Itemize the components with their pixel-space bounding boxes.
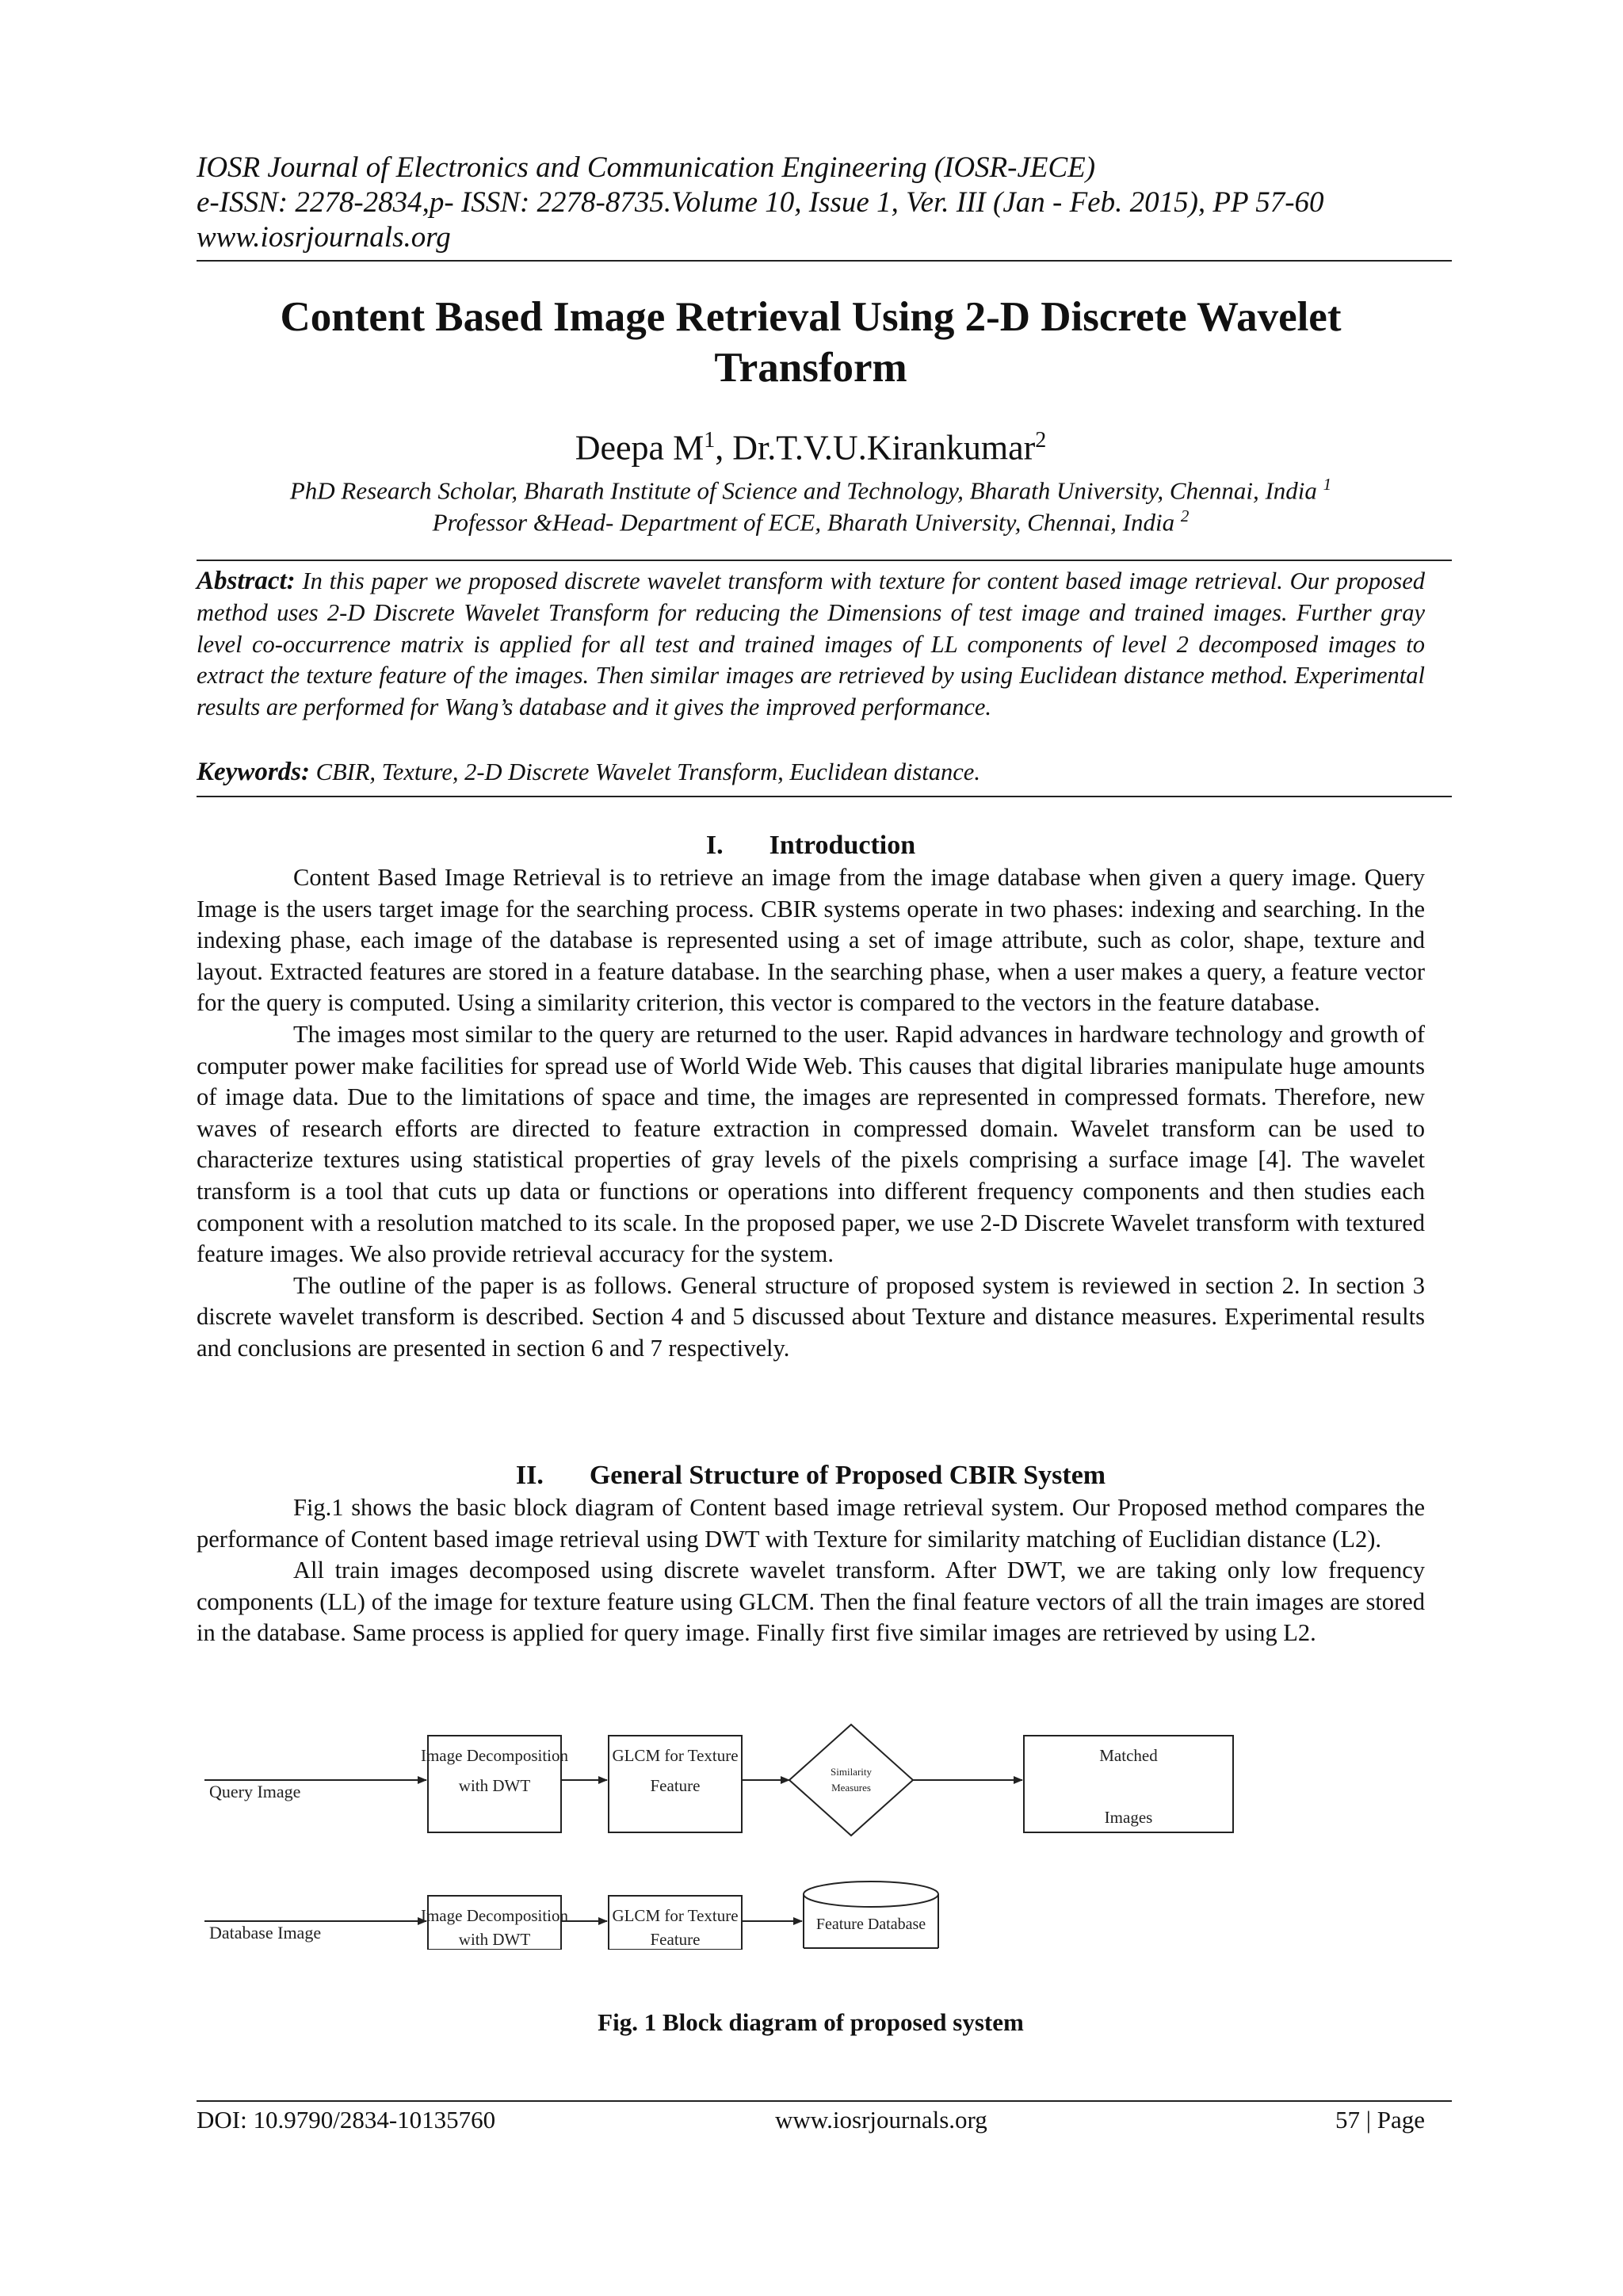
abstract	[197, 566, 1425, 724]
affiliation-2-text: Professor &Head- Department of ECE, Bharath University, Chennai, India	[432, 508, 1175, 537]
affiliation-1-text: PhD Research Scholar, Bharath Institute of Science and Technology, Bharath University, Chennai, India	[289, 476, 1317, 505]
feature-database-cylinder	[804, 1881, 938, 1948]
footer-page-number: 57 | Page	[1335, 2106, 1425, 2134]
author-list	[197, 418, 1425, 471]
journal-name: IOSR Journal of Electronics and Communication Engineering (IOSR-JECE)	[197, 151, 1096, 184]
figure-caption: Fig. 1 Block diagram of proposed system	[598, 2008, 1024, 2036]
database-decomposition-line-2: with DWT	[458, 1930, 531, 1949]
section-2-number: II.	[515, 1461, 544, 1490]
author-2: Dr.T.V.U.Kirankumar	[732, 428, 1036, 468]
query-glcm-line-1: GLCM for Texture	[612, 1746, 739, 1765]
affiliation-2	[197, 500, 1425, 538]
matched-images-line-2: Images	[1104, 1808, 1153, 1827]
section-2-title: General Structure of Proposed CBIR System	[589, 1461, 1106, 1490]
author-1: Deepa M	[575, 428, 705, 468]
query-decomposition-line-1: Image Decomposition	[420, 1746, 569, 1765]
section-1-paragraph-2: The images most similar to the query are returned to the user. Rapid advances in hardware technology and growth of computer power make facilities for spread use of World Wide Web. This causes that digital libraries manipulate huge amounts of image data. Due to the limitations of space and time, the images are represented in compressed formats. Therefore, new waves of research efforts are directed to feature extraction in compressed domain. Wavelet transform can be used to characterize textures using statistical properties of gray levels of the pixels comprising a surface image [4]. The wavelet transform is a tool that cuts up data or functions or operations into different frequency components and then studies each component with a resolution matched to its scale. In the proposed paper, we use 2-D Discrete Wavelet transform with textured feature images. We also provide retrieval accuracy for the system.	[197, 1020, 1425, 1268]
abstract-bottom-rule	[197, 796, 1452, 797]
section-1-body	[197, 862, 1425, 1365]
similarity-measures-diamond	[789, 1725, 913, 1836]
affiliation-1-mark: 1	[1323, 475, 1332, 494]
keywords	[197, 756, 1425, 788]
matched-images-line-1: Matched	[1099, 1746, 1158, 1765]
abstract-top-rule	[197, 560, 1452, 561]
block-diagram-figure	[197, 1712, 1449, 1950]
query-glcm-line-2: Feature	[650, 1776, 701, 1795]
title-line-1: Content Based Image Retrieval Using 2-D Discrete Wavelet	[280, 294, 1342, 340]
database-glcm-line-2: Feature	[650, 1930, 701, 1949]
database-decomposition-line-1: Image Decomposition	[420, 1906, 569, 1925]
database-glcm-line-1: GLCM for Texture	[612, 1906, 739, 1925]
section-2-heading	[197, 1460, 1425, 1492]
author-2-affil-mark: 2	[1035, 428, 1047, 453]
section-1-number: I.	[705, 831, 724, 860]
footer-doi: DOI: 10.9790/2834-10135760	[197, 2106, 496, 2134]
abstract-label: Abstract:	[197, 567, 296, 595]
footer-website: www.iosrjournals.org	[775, 2106, 987, 2134]
section-1-heading	[197, 830, 1425, 861]
section-2-body	[197, 1492, 1425, 1649]
database-image-label: Database Image	[209, 1923, 322, 1943]
affiliation-2-mark: 2	[1180, 506, 1190, 525]
section-1-paragraph-1: Content Based Image Retrieval is to retrieve an image from the image database when given a query image. Query Image is the users target image for the searching process. CBIR systems operate in two phases: indexing and searching. In the indexing phase, each image of the database is represented using a set of image attribute, such as color, shape, texture and layout. Extracted features are stored in a feature database. In the searching phase, when a user makes a query, a feature vector for the query is computed. Using a similarity criterion, this vector is compared to the vectors in the feature database.	[197, 864, 1425, 1017]
block-diagram	[197, 1712, 1449, 1950]
similarity-line-1: Similarity	[831, 1766, 872, 1778]
section-1-title: Introduction	[769, 831, 916, 860]
section-2-paragraph-1: Fig.1 shows the basic block diagram of Content based image retrieval system. Our Proposed method compares the performance of Content based image retrieval using DWT with Texture for similarity matching of Euclidian distance (L2).	[197, 1494, 1425, 1553]
footer-rule	[197, 2100, 1452, 2102]
abstract-text: In this paper we proposed discrete wavelet transform with texture for content based image retrieval. Our proposed method uses 2-D Discrete Wavelet Transform for reducing the Dimensions of test image and trained images. Further gray level co-occurrence matrix is applied for all test and trained images of LL components of level 2 decomposed images to extract the texture feature of the images. Then similar images are retrieved by using Euclidean distance method. Experimental results are performed for Wang’s database and it gives the improved performance.	[197, 567, 1426, 721]
query-decomposition-line-2: with DWT	[458, 1776, 531, 1795]
similarity-line-2: Measures	[831, 1782, 871, 1794]
title-line-2: Transform	[714, 345, 907, 391]
paper-title	[197, 292, 1425, 393]
header-rule	[197, 260, 1452, 262]
author-1-affil-mark: 1	[704, 428, 716, 453]
keywords-label: Keywords:	[197, 758, 310, 786]
section-2-paragraph-2: All train images decomposed using discrete wavelet transform. After DWT, we are taking only low frequency components (LL) of the image for texture feature using GLCM. Then the final feature vectors of all the train images are stored in the database. Same process is applied for query image. Finally first five similar images are retrieved by using L2.	[197, 1557, 1425, 1647]
issn-line: e-ISSN: 2278-2834,p- ISSN: 2278-8735.Volume 10, Issue 1, Ver. III (Jan - Feb. 2015), PP 57-60	[197, 186, 1324, 219]
keywords-text: CBIR, Texture, 2-D Discrete Wavelet Transform, Euclidean distance.	[315, 758, 980, 785]
journal-website: www.iosrjournals.org	[197, 221, 451, 254]
feature-database-label: Feature Database	[815, 1916, 926, 1933]
section-1-paragraph-3: The outline of the paper is as follows. General structure of proposed system is reviewed in section 2. In section 3 discrete wavelet transform is described. Section 4 and 5 discussed about Texture and distance measures. Experimental results and conclusions are presented in section 6 and 7 respectively.	[197, 1271, 1425, 1362]
query-image-label: Query Image	[209, 1782, 301, 1801]
author-separator: ,	[715, 428, 733, 468]
